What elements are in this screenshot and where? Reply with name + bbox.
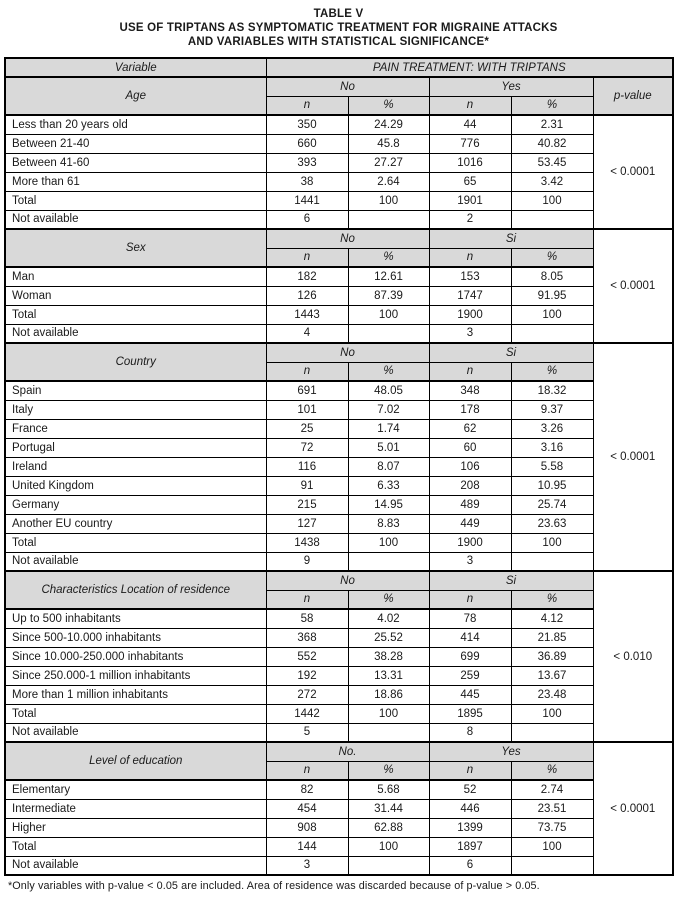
value-cell: 1900 [429,533,511,552]
subcolumn-header: % [348,248,429,267]
value-cell: 6 [429,856,511,875]
value-cell: 691 [266,381,348,400]
table-row [5,438,673,457]
value-cell: 38 [266,172,348,191]
value-cell: 65 [429,172,511,191]
value-cell: 100 [511,704,593,723]
value-cell: 8.07 [348,457,429,476]
value-cell: 31.44 [348,799,429,818]
subcolumn-header: % [511,248,593,267]
table-row [5,533,673,552]
column-group-no: No [266,343,429,362]
value-cell: 100 [511,837,593,856]
value-cell: 1442 [266,704,348,723]
section-label: Country [5,343,266,381]
value-cell: 9 [266,552,348,571]
row-label-cell: United Kingdom [5,476,266,495]
value-cell: 1443 [266,305,348,324]
row-label-cell: Woman [5,286,266,305]
value-cell: 449 [429,514,511,533]
row-label-cell: Not available [5,324,266,343]
value-cell: 1895 [429,704,511,723]
section-header-row [5,229,673,248]
value-cell [348,552,429,571]
value-cell: 454 [266,799,348,818]
row-label-cell: Man [5,267,266,286]
table-row [5,134,673,153]
table-row [5,495,673,514]
value-cell: 2.64 [348,172,429,191]
value-cell: 100 [348,533,429,552]
value-cell: 18.32 [511,381,593,400]
value-cell: 393 [266,153,348,172]
row-label-cell: Not available [5,723,266,742]
table-row [5,476,673,495]
section-0 [5,77,673,229]
value-cell: 182 [266,267,348,286]
value-cell: 38.28 [348,647,429,666]
value-cell: 23.48 [511,685,593,704]
row-label-cell: Total [5,305,266,324]
column-group-yes: Si [429,343,593,362]
value-cell: 1438 [266,533,348,552]
column-group-no: No [266,571,429,590]
row-label-cell: Since 500-10.000 inhabitants [5,628,266,647]
table-caption-line-1: USE OF TRIPTANS AS SYMPTOMATIC TREATMENT FOR MIGRAINE ATTACKS [119,22,558,34]
row-label-cell: More than 61 [5,172,266,191]
table-row [5,837,673,856]
value-cell: 5.01 [348,438,429,457]
subcolumn-header: n [429,248,511,267]
value-cell: 12.61 [348,267,429,286]
value-cell [348,723,429,742]
value-cell: 25.74 [511,495,593,514]
value-cell: 106 [429,457,511,476]
value-cell: 62 [429,419,511,438]
value-cell: 1399 [429,818,511,837]
subcolumn-header: n [429,590,511,609]
table-row [5,286,673,305]
value-cell: 24.29 [348,115,429,134]
value-cell: 192 [266,666,348,685]
value-cell: 7.02 [348,400,429,419]
value-cell: 100 [511,191,593,210]
table-row [5,267,673,286]
value-cell: 445 [429,685,511,704]
value-cell: 4 [266,324,348,343]
value-cell: 25 [266,419,348,438]
value-cell: 101 [266,400,348,419]
value-cell [348,210,429,229]
value-cell: 73.75 [511,818,593,837]
row-label-cell: Not available [5,210,266,229]
table-row [5,723,673,742]
value-cell: 100 [348,837,429,856]
value-cell: 40.82 [511,134,593,153]
table-head [5,58,673,77]
table-row [5,552,673,571]
subcolumn-header: % [511,590,593,609]
row-label-cell: Not available [5,856,266,875]
row-label-cell: Spain [5,381,266,400]
table-row [5,856,673,875]
value-cell: 13.31 [348,666,429,685]
table-row [5,609,673,628]
value-cell: 36.89 [511,647,593,666]
subcolumn-header: n [266,96,348,115]
value-cell: 72 [266,438,348,457]
value-cell: 100 [348,305,429,324]
value-cell: 3.42 [511,172,593,191]
subcolumn-header: n [266,362,348,381]
value-cell: 552 [266,647,348,666]
value-cell: 272 [266,685,348,704]
footnote: *Only variables with p-value < 0.05 are included. Area of residence was discarded because of p-value > 0.05. [8,880,540,892]
subcolumn-header: % [348,590,429,609]
value-cell: 126 [266,286,348,305]
value-cell: 4.02 [348,609,429,628]
section-label: Age [5,77,266,115]
row-label-cell: Total [5,837,266,856]
table-row [5,305,673,324]
row-label-cell: Germany [5,495,266,514]
row-label-cell: Since 250.000-1 million inhabitants [5,666,266,685]
value-cell: 348 [429,381,511,400]
table-row [5,324,673,343]
p-value-cell: < 0.0001 [593,115,673,229]
table-row [5,400,673,419]
column-group-yes: Si [429,229,593,248]
value-cell: 208 [429,476,511,495]
row-label-cell: Less than 20 years old [5,115,266,134]
value-cell: 127 [266,514,348,533]
section-3 [5,571,673,742]
treatment-header-cell: PAIN TREATMENT: WITH TRIPTANS [266,58,673,77]
value-cell: 23.63 [511,514,593,533]
value-cell: 48.05 [348,381,429,400]
value-cell: 116 [266,457,348,476]
value-cell: 23.51 [511,799,593,818]
table-row [5,780,673,799]
value-cell: 3 [429,324,511,343]
row-label-cell: Up to 500 inhabitants [5,609,266,628]
value-cell: 178 [429,400,511,419]
column-group-yes: Yes [429,742,593,761]
subcolumn-header: % [348,761,429,780]
value-cell: 100 [348,191,429,210]
subcolumn-header: % [348,362,429,381]
value-cell [511,552,593,571]
value-cell: 21.85 [511,628,593,647]
column-group-no: No [266,77,429,96]
value-cell: 3.26 [511,419,593,438]
column-group-no: No [266,229,429,248]
value-cell: 1747 [429,286,511,305]
table-row [5,628,673,647]
subcolumn-header: % [511,761,593,780]
value-cell [511,324,593,343]
table-row [5,419,673,438]
p-value-cell: < 0.0001 [593,229,673,343]
column-group-yes: Yes [429,77,593,96]
value-cell: 78 [429,609,511,628]
value-cell: 368 [266,628,348,647]
value-cell: 489 [429,495,511,514]
section-4 [5,742,673,875]
column-group-yes: Si [429,571,593,590]
data-table [4,57,674,876]
value-cell: 414 [429,628,511,647]
value-cell: 14.95 [348,495,429,514]
section-header-row [5,343,673,362]
table-caption-line-2: AND VARIABLES WITH STATISTICAL SIGNIFICANCE* [187,36,490,48]
value-cell: 153 [429,267,511,286]
value-cell: 25.52 [348,628,429,647]
value-cell: 699 [429,647,511,666]
section-label: Sex [5,229,266,267]
row-label-cell: Another EU country [5,514,266,533]
value-cell: 259 [429,666,511,685]
value-cell: 44 [429,115,511,134]
row-label-cell: Italy [5,400,266,419]
value-cell: 9.37 [511,400,593,419]
row-label-cell: Between 21-40 [5,134,266,153]
subcolumn-header: n [266,761,348,780]
value-cell: 3 [429,552,511,571]
subcolumn-header: n [429,96,511,115]
value-cell: 144 [266,837,348,856]
table-row [5,666,673,685]
value-cell: 350 [266,115,348,134]
top-header-row [5,58,673,77]
value-cell: 87.39 [348,286,429,305]
subcolumn-header: % [511,96,593,115]
value-cell: 52 [429,780,511,799]
subcolumn-header: n [266,248,348,267]
value-cell: 5.68 [348,780,429,799]
table-row [5,514,673,533]
value-cell: 1.74 [348,419,429,438]
table-row [5,381,673,400]
subcolumn-header: n [429,362,511,381]
value-cell [348,324,429,343]
value-cell: 91.95 [511,286,593,305]
subcolumn-header: n [266,590,348,609]
value-cell: 5 [266,723,348,742]
value-cell: 18.86 [348,685,429,704]
value-cell: 1901 [429,191,511,210]
row-label-cell: Total [5,191,266,210]
row-label-cell: Total [5,704,266,723]
value-cell: 58 [266,609,348,628]
value-cell: 1897 [429,837,511,856]
value-cell: 215 [266,495,348,514]
value-cell: 3 [266,856,348,875]
value-cell: 13.67 [511,666,593,685]
row-label-cell: Intermediate [5,799,266,818]
value-cell: 60 [429,438,511,457]
value-cell: 1900 [429,305,511,324]
section-2 [5,343,673,571]
value-cell: 1441 [266,191,348,210]
section-label: Level of education [5,742,266,780]
table-number: TABLE V [313,8,364,20]
p-value-cell: < 0.010 [593,571,673,742]
value-cell: 2 [429,210,511,229]
value-cell: 100 [511,305,593,324]
value-cell: 2.31 [511,115,593,134]
row-label-cell: Portugal [5,438,266,457]
value-cell: 10.95 [511,476,593,495]
row-label-cell: Elementary [5,780,266,799]
variable-header-cell: Variable [5,58,266,77]
section-header-row [5,77,673,96]
row-label-cell: Since 10.000-250.000 inhabitants [5,647,266,666]
table-row [5,685,673,704]
subcolumn-header: % [348,96,429,115]
value-cell: 6.33 [348,476,429,495]
value-cell: 100 [511,533,593,552]
value-cell: 660 [266,134,348,153]
value-cell: 776 [429,134,511,153]
value-cell: 8.05 [511,267,593,286]
column-group-no: No. [266,742,429,761]
value-cell [511,856,593,875]
value-cell: 2.74 [511,780,593,799]
value-cell: 53.45 [511,153,593,172]
value-cell: 5.58 [511,457,593,476]
value-cell: 446 [429,799,511,818]
row-label-cell: France [5,419,266,438]
section-1 [5,229,673,343]
row-label-cell: Ireland [5,457,266,476]
value-cell: 45.8 [348,134,429,153]
table-row [5,172,673,191]
value-cell: 27.27 [348,153,429,172]
value-cell [511,723,593,742]
section-label: Characteristics Location of residence [5,571,266,609]
value-cell: 908 [266,818,348,837]
section-header-row [5,571,673,590]
row-label-cell: Total [5,533,266,552]
section-header-row [5,742,673,761]
table-row [5,457,673,476]
table-row [5,647,673,666]
p-value-header: p-value [593,77,673,115]
value-cell: 4.12 [511,609,593,628]
row-label-cell: Between 41-60 [5,153,266,172]
p-value-cell: < 0.0001 [593,343,673,571]
value-cell: 8 [429,723,511,742]
row-label-cell: Not available [5,552,266,571]
value-cell [511,210,593,229]
table-row [5,818,673,837]
table-row [5,115,673,134]
p-value-cell: < 0.0001 [593,742,673,875]
table-row [5,799,673,818]
value-cell: 3.16 [511,438,593,457]
table-title [0,7,677,49]
value-cell: 1016 [429,153,511,172]
value-cell: 82 [266,780,348,799]
table-row [5,153,673,172]
value-cell: 8.83 [348,514,429,533]
table-row [5,191,673,210]
value-cell: 6 [266,210,348,229]
value-cell: 62.88 [348,818,429,837]
table-row [5,704,673,723]
value-cell: 91 [266,476,348,495]
subcolumn-header: n [429,761,511,780]
subcolumn-header: % [511,362,593,381]
table-row [5,210,673,229]
value-cell: 100 [348,704,429,723]
row-label-cell: More than 1 million inhabitants [5,685,266,704]
value-cell [348,856,429,875]
row-label-cell: Higher [5,818,266,837]
